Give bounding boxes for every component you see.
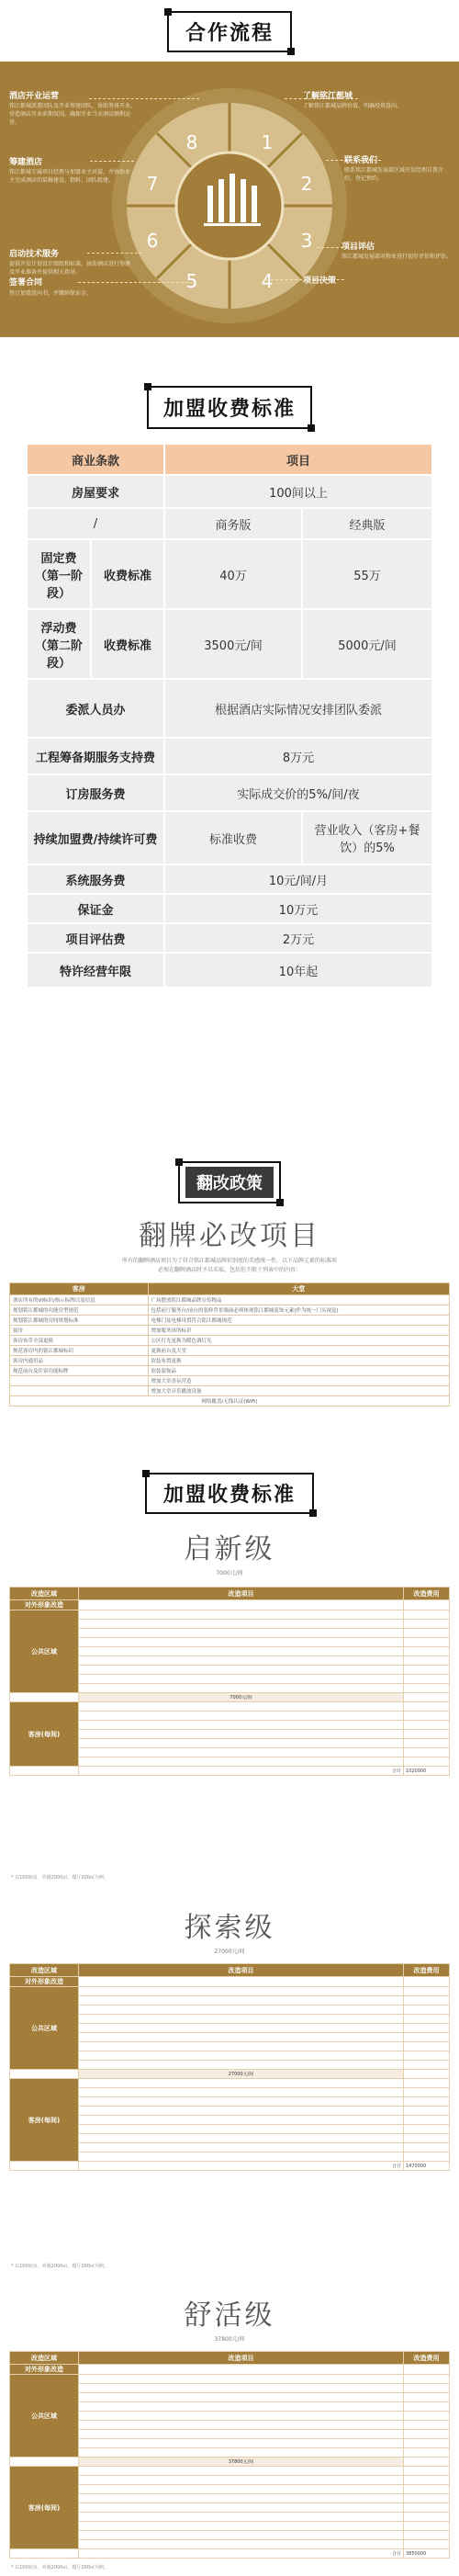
- row-float-label: 浮动费（第二阶段）: [27, 609, 91, 679]
- l3-cat-room: 客房(每间): [10, 2467, 79, 2549]
- step-4-label: 项目决策: [303, 277, 337, 286]
- l1-total: 1020000: [404, 1767, 450, 1776]
- step-1-desc: 了解铭江都城品牌价值、明确投资意向。: [303, 103, 403, 109]
- l2-h-area: 改造区域: [10, 1964, 79, 1977]
- process-title: 合作流程: [185, 22, 274, 45]
- row-sys-label: 系统服务费: [27, 864, 164, 894]
- row-prep-value: 8万元: [164, 738, 432, 774]
- l1-note: * 以100间房，外墙2000㎡，餐厅200㎡为例。: [11, 1875, 108, 1881]
- row-fixed-business: 40万: [164, 539, 302, 609]
- row-brand-value: 营业收入（客房+餐饮）的5%: [302, 811, 432, 864]
- levels-title: 加盟收费标准: [162, 1484, 296, 1507]
- l2-note: * 以100间房，外墙2000㎡，餐厅200㎡为例。: [11, 2264, 108, 2269]
- step-number-1: 1: [261, 131, 274, 153]
- l2-cat-room: 客房(每间): [10, 2079, 79, 2162]
- step-5-desc: 签订加盟意向书，并缴纳保证金。: [9, 290, 93, 297]
- row-room-req-value: 100间以上: [164, 475, 432, 508]
- process-title-box: [167, 11, 292, 52]
- level-1-table: [9, 1587, 450, 1776]
- policy-cell: 增加大堂香氛营造: [148, 1376, 450, 1386]
- level-3-sub: 37800元/间: [214, 2336, 245, 2343]
- step-8-desc: 铭江都城派遣团队及开业筹建团队，协助筹备开业，营造酒店开业前期氛围，确保开业当天酒店顺利运营。: [9, 103, 137, 126]
- level-3-name: 舒活级: [184, 2299, 275, 2332]
- levels-title-box: [145, 1473, 314, 1514]
- l3-total: 3850000: [404, 2549, 450, 2559]
- l3-cat-outer: 对外形象改造: [10, 2365, 79, 2375]
- policy-sub-line-1: 所有的翻牌酒店项目为了符合铭江都城品牌识别度的美感统一性，以下品牌元素的标准项: [121, 1258, 337, 1264]
- policy-heading: 翻牌必改项目: [139, 1220, 320, 1252]
- policy-cell: 客房布草全部更换: [10, 1336, 149, 1346]
- policy-cell: 更换前台及大堂: [148, 1346, 450, 1356]
- row-float-classic: 5000元/间: [302, 609, 432, 679]
- policy-sub-line-2: 必须在翻牌酒店时予以采取，包括但不限于列表中的内容：: [157, 1267, 301, 1273]
- row-staff-label: 委派人员办: [27, 679, 164, 738]
- step-number-2: 2: [300, 173, 313, 195]
- row-version-slash: /: [27, 508, 164, 539]
- row-deposit-label: 保证金: [27, 894, 164, 923]
- cooperation-process-section: [0, 0, 459, 366]
- policy-subtitle: [0, 1257, 459, 1275]
- l2-h-item: 改造项目: [79, 1964, 404, 1977]
- level-3-table: [9, 2351, 450, 2559]
- row-term-value: 10年起: [164, 953, 432, 988]
- policy-cell: 软装装饰品: [148, 1366, 450, 1376]
- policy-table: [9, 1282, 450, 1407]
- policy-cell: 酒店所有的VI标识/指示标牌以及信息: [10, 1295, 149, 1305]
- step-2-label: 联系我们: [344, 156, 378, 165]
- policy-cell: 增加大堂音乐播放设备: [148, 1386, 450, 1396]
- level-1-name: 启新级: [184, 1533, 275, 1565]
- step-number-5: 5: [185, 270, 198, 292]
- step-8-label: 酒店开业运营: [9, 92, 60, 101]
- policy-cell: 广场摆放铭江都城品牌宣传物品: [148, 1295, 450, 1305]
- policy-cell: [10, 1386, 149, 1396]
- version-classic: 经典版: [302, 508, 432, 539]
- step-3-label: 项目评估: [341, 243, 375, 252]
- policy-title-box: [178, 1161, 281, 1203]
- level-2-sub: 27000元/间: [214, 1949, 245, 1955]
- l2-total: 1470000: [404, 2162, 450, 2171]
- l2-cat-outer: 对外形象改造: [10, 1977, 79, 1987]
- row-eval-value: 2万元: [164, 923, 432, 953]
- l3-note: * 以100间房，外墙2000㎡，餐厅200㎡为例。: [11, 2565, 108, 2570]
- step-5-label: 签署合同: [9, 278, 43, 288]
- l3-subtotal: 37800元/间: [79, 2457, 404, 2467]
- row-staff-value: 根据酒店实际情况安排团队委派: [164, 679, 432, 738]
- row-float-std: 收费标准: [91, 609, 164, 679]
- step-number-6: 6: [146, 230, 159, 252]
- row-fixed-classic: 55万: [302, 539, 432, 609]
- fee-header-terms: 商业条款: [27, 444, 164, 475]
- row-sys-value: 10元/间/月: [164, 864, 432, 894]
- step-3-desc: 铭江都城发展部对物业进行初步评估和评估。: [341, 254, 453, 260]
- step-number-7: 7: [146, 173, 159, 195]
- l1-h-cost: 改造费用: [404, 1587, 450, 1600]
- l2-cat-public: 公共区域: [10, 1987, 79, 2070]
- row-eval-label: 项目评估费: [27, 923, 164, 953]
- l3-h-cost: 改造费用: [404, 2352, 450, 2365]
- step-1-label: 了解铭江都城: [303, 92, 353, 101]
- level-2-name: 探索级: [184, 1912, 275, 1944]
- step-2-desc: 联系铭江都城发展部区域开发经理自我介绍，登记预约。: [344, 167, 444, 182]
- row-prep-label: 工程筹备期服务支持费: [27, 738, 164, 774]
- l1-cat-public: 公共区域: [10, 1610, 79, 1693]
- row-deposit-value: 10万元: [164, 894, 432, 923]
- policy-cell: 规范客房内的铭江都城标识: [10, 1346, 149, 1356]
- l1-subtotal: 7000元/间: [79, 1693, 404, 1702]
- row-float-business: 3500元/间: [164, 609, 302, 679]
- franchise-fee-section: [0, 366, 459, 1174]
- l2-subtotal: 27000元/间: [79, 2070, 404, 2079]
- policy-cell: 窗帘: [10, 1326, 149, 1336]
- policy-title: 翻改政策: [185, 1167, 274, 1198]
- row-room-req-label: 房屋要求: [27, 475, 164, 508]
- l3-total-label: 合计: [79, 2549, 404, 2559]
- row-term-label: 特许经营年限: [27, 953, 164, 988]
- policy-cell: 增加服务场所标识: [148, 1326, 450, 1336]
- level-2-table: [9, 1963, 450, 2171]
- policy-cell: 软装布置更换: [148, 1356, 450, 1366]
- row-fixed-label: 固定费（第一阶段）: [27, 539, 91, 609]
- fee-title: 加盟收费标准: [162, 398, 296, 421]
- row-order-label: 订房服务费: [27, 774, 164, 811]
- policy-cell: [10, 1376, 149, 1386]
- policy-cell: 规划铭江都城的功能房型规范: [10, 1305, 149, 1316]
- l1-h-area: 改造区域: [10, 1587, 79, 1600]
- l2-h-cost: 改造费用: [404, 1964, 450, 1977]
- row-brand-label: 持续加盟费/持续许可费: [27, 811, 164, 864]
- policy-cell: 公区灯光更换为暖色调灯光: [148, 1336, 450, 1346]
- fee-table: [26, 443, 433, 989]
- l1-cat-room: 客房(每间): [10, 1702, 79, 1767]
- policy-cell: 规划铭江都城的房间规划标准: [10, 1316, 149, 1326]
- l3-cat-public: 公共区域: [10, 2375, 79, 2457]
- process-flow-panel: [0, 62, 459, 337]
- row-brand-std: 标准收费: [164, 811, 302, 864]
- row-order-value: 实际成交价的5%/间/夜: [164, 774, 432, 811]
- row-fixed-std: 收费标准: [91, 539, 164, 609]
- l3-h-item: 改造项目: [79, 2352, 404, 2365]
- version-business: 商务版: [164, 508, 302, 539]
- policy-cell: 规范前台及住宿功能标牌: [10, 1366, 149, 1376]
- step-7-label: 筹建酒店: [9, 158, 43, 167]
- policy-cell: 包括前厅服务台/前台的装修背景墙面必须体现铭江都城装饰元素(作为统一门头视觉): [148, 1305, 450, 1316]
- policy-col-room: 客房: [10, 1283, 149, 1295]
- policy-note: 网络覆盖/无线认证(WiFi): [10, 1396, 450, 1407]
- step-number-8: 8: [185, 131, 198, 153]
- level-1-sub: 7000元/间: [216, 1570, 243, 1576]
- step-number-4: 4: [261, 270, 274, 292]
- policy-cell: 客房内通用品: [10, 1356, 149, 1366]
- step-number-3: 3: [300, 230, 313, 252]
- l1-total-label: 合计: [79, 1767, 404, 1776]
- policy-col-lobby: 大堂: [148, 1283, 450, 1295]
- l3-h-area: 改造区域: [10, 2352, 79, 2365]
- l2-total-label: 合计: [79, 2162, 404, 2171]
- step-6-desc: 提供开发计划设计图纸和标准，协助酒店进行筹建及开业准备并提供相关指导。: [9, 261, 131, 276]
- l1-h-item: 改造项目: [79, 1587, 404, 1600]
- renovation-policy-section: [0, 1161, 459, 1455]
- policy-cell: 电梯门及电梯设置符合铭江都城规范: [148, 1316, 450, 1326]
- fee-title-box: [147, 386, 312, 429]
- step-6-label: 启动技术服务: [9, 250, 60, 259]
- step-7-desc: 铭江都城专属项目经理与加盟业主对接，并协助业主完成酒店的装修建设、物料、团队组建。: [9, 169, 131, 184]
- l1-cat-outer: 对外形象改造: [10, 1600, 79, 1610]
- fee-header-items: 项目: [164, 444, 432, 475]
